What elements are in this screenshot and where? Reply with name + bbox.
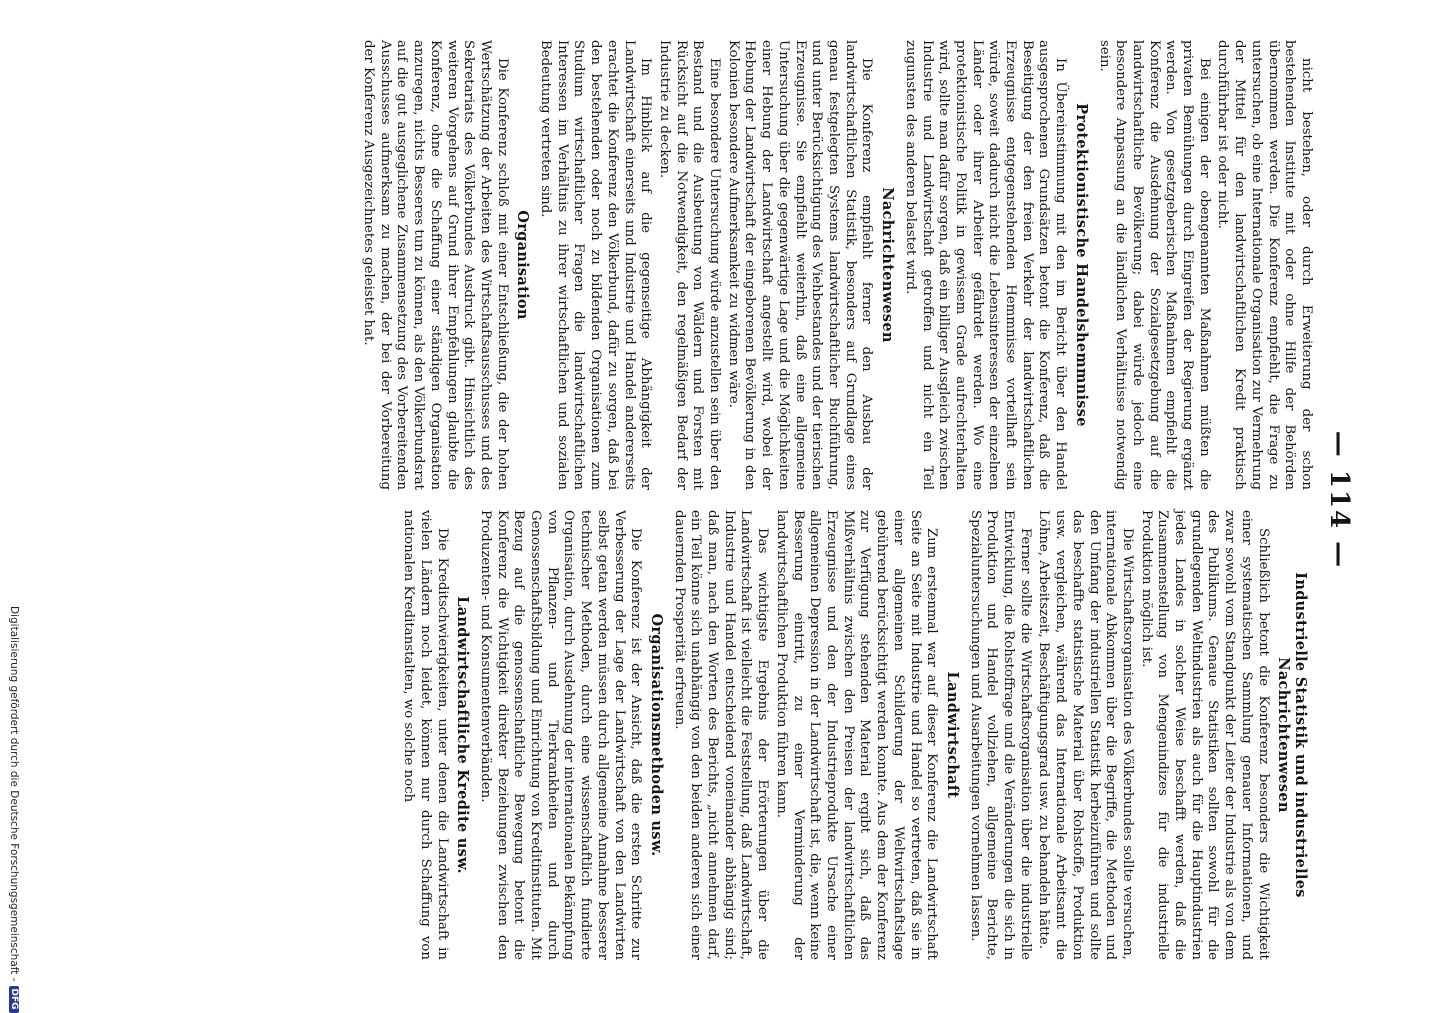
paragraph: nicht bestehen, oder durch Erweiterung der schon bestehenden Institute mit oder ohne Hilfe der Behörden übernommen werden. Die Konferenz empfiehlt, die Frage zu untersuchen, ob eine Internationale Organisation zur Vermehrung der Mittel für den landwirtschaftlichen Kredit praktisch durchführbar ist oder nicht.: [1215, 40, 1314, 490]
section-heading: Organisation: [514, 210, 532, 320]
page-number: — 114 —: [1324, 430, 1354, 570]
paragraph: Schließlich betont die Konferenz besonders die Wichtigkeit einer systematischen Sammlung genauer Informationen, und zwar sowohl vom Standpunkt der Leiter der Industrie als von dem des Publikums. Genaue Statistiken sollten sowohl für die grundlegenden Weltindustrien als auch für die Hauptindustrien jedes Landes in solcher Weise beschafft werden, daß die Zusammenstellung von Mengenindizes für die industrielle Produktion möglich ist.: [1138, 510, 1271, 960]
digitization-credit: [0, 0, 20, 1010]
paragraph: In Übereinstimmung mit den im Bericht über den Handel ausgesprochenen Grundsätzen betont die Konferenz, daß die Beseitigung der den freien Verkehr der landwirtschaftlichen Erzeugnisse entgegenstehenden Hemmnisse vorteilhaft sein würde, soweit dadurch nicht die Lebensinteressen der einzelnen Länder oder ihrer Arbeiter gefährdet werden. Wo eine protektionistische Politik in gewissem Grade aufrechterhalten wird, sollte man dafür sorgen, daß ein billiger Ausgleich zwischen Industrie und Landwirtschaft getroffen und nicht ein Teil zugunsten des anderen belastet wird.: [902, 40, 1069, 490]
paragraph: Das wichtigste Ergebnis der Erörterungen über die Landwirtschaft ist vielleicht die Feststellung, daß Landwirtschaft, Industrie und Handel entscheidend voneinander abhängig sind; daß man, nach den Worten des Berichts, „nicht annehmen darf, ein Teil könne sich unabhängig von den beiden anderen sich einer dauernden Prosperität erfreuen.: [671, 510, 771, 960]
paragraph: Die Konferenz ist der Ansicht, daß die ersten Schritte zur Verbesserung der Lage der Landwirtschaft von den Landwirten selbst getan werden müssen durch allgemeine Annahme besserer technischer Methoden, durch eine wissenschaftlich fundierte Organisation, durch Ausdehnung der internationalen Bekämpfung von Pflanzen- und Tierkrankheiten und durch Genossenschaftsbildung und Einrichtung von Kreditinstituten. Mit Bezug auf die genossenschaftliche Bewegung betont die Konferenz die Wichtigkeit direkter Beziehungen zwischen den Produzenten- und Konsumentenverbänden.: [477, 510, 644, 960]
section-heading: Landwirtschaft: [943, 671, 961, 799]
left-column: [357, 40, 1314, 490]
dfg-logo-icon: DFG: [9, 986, 19, 1013]
section-heading: Organisationsmethoden usw.: [647, 613, 665, 857]
paragraph: Eine besondere Untersuchung würde anzustellen sein über den Bestand und die Ausbeutung von Wäldern und Forsten mit Rücksicht auf die Notwendigkeit, den regelmäßigen Bedarf der Industrie zu decken.: [656, 40, 723, 490]
section-heading: Industrielle Statistik und industrielles Nachrichtenwesen: [1275, 572, 1309, 898]
paragraph: Die Konferenz empfiehlt ferner den Ausbau der landwirtschaftlichen Statistik, besonders auf Grundlage eines genau festgelegten Systems landwirtschaftlicher Buchführung, und unter Berücksichtigung des Viehbestandes und der tierischen Erzeugnisse. Sie empfiehlt weiterhin, daß eine allgemeine Untersuchung über die gegenwärtige Lage und die Möglichkeiten einer Hebung der Landwirtschaft angestellt wird, wobei der Hebung der Landwirtschaft der eingeborenen Bevölkerung in den Kolonien besondere Aufmerksamkeit zu widmen wäre.: [725, 40, 875, 490]
section-heading: Protektionistische Handelshemmnisse: [1072, 103, 1090, 427]
paragraph: Die Wirtschaftsorganisation des Völkerbundes sollte versuchen, internationale Abkommen über die Begriffe, die Methoden und den Umfang der industriellen Statistik herbeizuführen und sollte das beschaffte statistische Material über Rohstoffe, Produktion usw. vergleichen, während das Internationale Arbeitsamt die Löhne, Arbeitszeit, Beschäftigungsgrad usw. zu behandeln hätte.: [1036, 510, 1135, 960]
credit-text: Digitalisierung gefördert durch die Deutsche Forschungsgemeinschaft -: [8, 606, 20, 982]
section-heading: Landwirtschaftliche Kredite usw.: [454, 596, 472, 874]
paragraph: Die Konferenz schloß mit einer Entschließung, die der hohen Wertschätzung der Arbeiten des Wirtschaftsausschusses und des Sekretariats des Völkerbundes Ausdruck gibt. Hinsichtlich des weiteren Vorgehens auf Grund ihrer Empfehlungen glaubte die Konferenz, ohne die Schaffung einer ständigen Organisation anzuregen, nichts Besseres tun zu können, als den Völkerbundsrat auf die gut ausgeglichene Zusammensetzung des Vorbereitenden Ausschusses aufmerksam zu machen, der bei der Vorbereitung der Konferenz Ausgezeichnetes geleistet hat.: [361, 40, 510, 490]
paragraph: Bei einigen der obengenannten Maßnahmen müßten die privaten Bemühungen durch Eingreifen der Regierung ergänzt werden. Von gesetzgeberischen Maßnahmen empfiehlt die Konferenz die Ausdehnung der Sozialgesetzgebung auf die landwirtschaftliche Bevölkerung; dabei würde jedoch eine besondere Anpassung an die ländlichen Verhältnisse notwendig sein.: [1096, 40, 1212, 490]
right-column: [397, 510, 1314, 960]
paragraph: Zum erstenmal war auf dieser Konferenz die Landwirtschaft Seite an Seite mit Industrie und Handel so vertreten, daß sie in einer allgemeinen Schilderung der Weltwirtschaftslage gebührend berücksichtigt werden konnte. Aus dem der Konferenz zur Verfügung stehenden Material ergibt sich, daß das Mißverhältnis zwischen den Preisen der landwirtschaftlichen Erzeugnisse und den der Industrieprodukte Ursache einer allgemeinen Depression in der Landwirtschaft ist, die, wenn keine Besserung eintritt, zu einer Verminderung der landwirtschaftlichen Produktion führen kann.: [773, 510, 940, 960]
section-heading: Nachrichtenwesen: [879, 187, 897, 343]
paragraph: Die Kreditschwierigkeiten, unter denen die Landwirtschaft in vielen Ländern noch leidet, können nur durch Schaffung von nationalen Kreditanstalten, wo solche noch: [401, 510, 450, 960]
paragraph: Im Hinblick auf die gegenseitige Abhängigkeit der Landwirtschaft einerseits und Industrie und Handel andererseits erachtet die Konferenz den Völkerbund, dafür zu sorgen, daß bei den bestehenden oder noch zu bildenden Organisationen zum Studium wirtschaftlicher Fragen die landwirtschaftlichen Interessen im Verhältnis zu ihrer wirtschaftlichen und sozialen Bedeutung vertreten sind.: [538, 40, 654, 490]
paragraph: Ferner sollte die Wirtschaftsorganisation über die industrielle Entwicklung, die Rohstoffrage und die Veränderungen die sich in Produktion und Handel vollziehen, allgemeine Berichte, Spezialuntersuchungen und Ausarbeitungen vornehmen lassen.: [967, 510, 1033, 960]
